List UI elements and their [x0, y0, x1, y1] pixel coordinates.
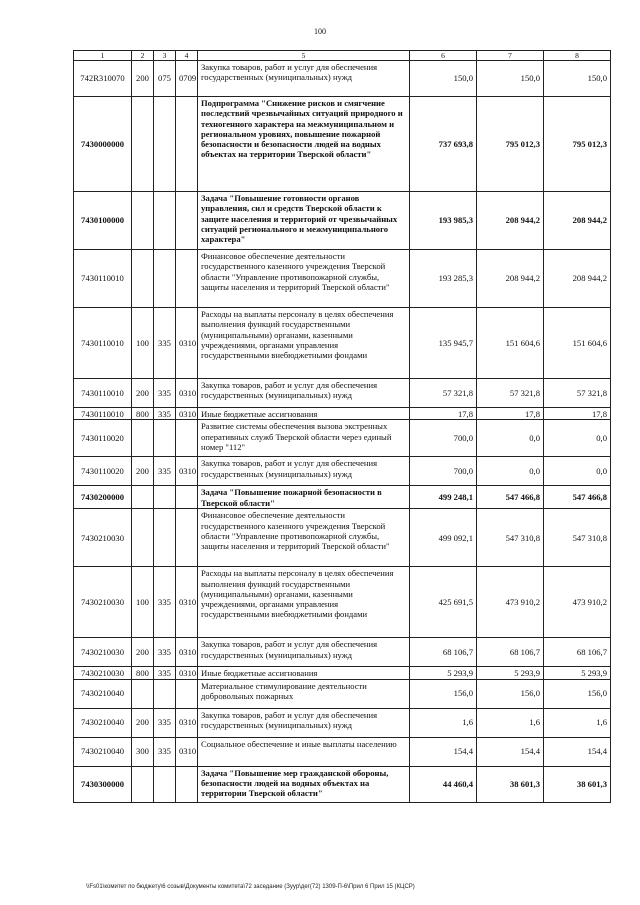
cell-value-8: 547 310,8 — [544, 509, 611, 567]
cell-name: Закупка товаров, работ и услуг для обеспечения государственных (муниципальных) нужд — [198, 379, 410, 408]
header-cell: 6 — [410, 51, 477, 61]
cell-col4 — [176, 250, 198, 308]
header-cell: 1 — [74, 51, 132, 61]
cell-value-8: 154,4 — [544, 737, 611, 766]
cell-col2: 100 — [132, 308, 154, 379]
cell-col3: 335 — [154, 708, 176, 737]
table-row — [74, 61, 611, 97]
cell-value-7: 0,0 — [477, 420, 544, 457]
cell-code: 7430110010 — [74, 408, 132, 420]
cell-value-7: 156,0 — [477, 679, 544, 708]
cell-value-7: 547 310,8 — [477, 509, 544, 567]
cell-value-7: 5 293,9 — [477, 667, 544, 679]
cell-value-6: 44 460,4 — [410, 766, 477, 802]
cell-col4: 0310 — [176, 638, 198, 667]
cell-col3: 335 — [154, 457, 176, 486]
cell-code: 7430110010 — [74, 308, 132, 379]
cell-value-7: 547 466,8 — [477, 486, 544, 509]
cell-value-6: 17,8 — [410, 408, 477, 420]
header-cell: 4 — [176, 51, 198, 61]
table-row — [74, 97, 611, 192]
cell-name: Закупка товаров, работ и услуг для обеспечения государственных (муниципальных) нужд — [198, 61, 410, 97]
cell-name: Финансовое обеспечение деятельности государственного казенного учреждения Тверской области "Управление противопожарной службы, защиты населения и территорий Тверской области" — [198, 250, 410, 308]
cell-col4 — [176, 420, 198, 457]
cell-col4: 0310 — [176, 708, 198, 737]
cell-value-6: 425 691,5 — [410, 567, 477, 638]
cell-col2: 800 — [132, 408, 154, 420]
cell-code: 7430210040 — [74, 708, 132, 737]
table-row — [74, 486, 611, 509]
cell-name: Задача "Повышение готовности органов управления, сил и средств Тверской области к защите населения и территорий от чрезвычайных ситуаций регионального и межмуниципального характера" — [198, 192, 410, 250]
cell-value-8: 5 293,9 — [544, 667, 611, 679]
cell-code: 7430100000 — [74, 192, 132, 250]
cell-value-8: 156,0 — [544, 679, 611, 708]
cell-value-8: 150,0 — [544, 61, 611, 97]
cell-name: Расходы на выплаты персоналу в целях обеспечения выполнения функций государственными (муниципальными) органами, казенными учреждениями, органами управления государственными внебюджетными фондами — [198, 308, 410, 379]
cell-name: Закупка товаров, работ и услуг для обеспечения государственных (муниципальных) нужд — [198, 457, 410, 486]
cell-col4: 0310 — [176, 457, 198, 486]
cell-col2 — [132, 420, 154, 457]
header-cell: 5 — [198, 51, 410, 61]
cell-value-7: 473 910,2 — [477, 567, 544, 638]
cell-value-8: 38 601,3 — [544, 766, 611, 802]
cell-name: Закупка товаров, работ и услуг для обеспечения государственных (муниципальных) нужд — [198, 708, 410, 737]
cell-col4: 0310 — [176, 379, 198, 408]
table-row — [74, 737, 611, 766]
cell-code: 7430210030 — [74, 638, 132, 667]
table-row — [74, 250, 611, 308]
cell-col3 — [154, 192, 176, 250]
cell-col4: 0310 — [176, 567, 198, 638]
cell-value-7: 1,6 — [477, 708, 544, 737]
cell-value-7: 38 601,3 — [477, 766, 544, 802]
cell-col4: 0310 — [176, 667, 198, 679]
cell-value-7: 17,8 — [477, 408, 544, 420]
cell-value-8: 547 466,8 — [544, 486, 611, 509]
cell-col4: 0310 — [176, 408, 198, 420]
cell-col2: 800 — [132, 667, 154, 679]
cell-value-7: 57 321,8 — [477, 379, 544, 408]
cell-col4 — [176, 192, 198, 250]
table-row — [74, 567, 611, 638]
cell-value-8: 68 106,7 — [544, 638, 611, 667]
cell-value-6: 135 945,7 — [410, 308, 477, 379]
cell-name: Подпрограмма "Снижение рисков и смягчение последствий чрезвычайных ситуаций природного и техногенного характера на межмуниципальном и региональном уровнях, повышение пожарной безопасности и безопасности людей на водных объектах на территории Тверской области" — [198, 97, 410, 192]
cell-value-6: 737 693,8 — [410, 97, 477, 192]
cell-value-8: 795 012,3 — [544, 97, 611, 192]
table-row — [74, 766, 611, 802]
cell-value-6: 700,0 — [410, 457, 477, 486]
cell-value-7: 208 944,2 — [477, 250, 544, 308]
cell-col3: 075 — [154, 61, 176, 97]
cell-code: 7430110020 — [74, 457, 132, 486]
cell-name: Развитие системы обеспечения вызова экстренных оперативных служб Тверской области через единый номер "112" — [198, 420, 410, 457]
cell-col2 — [132, 679, 154, 708]
cell-value-7: 208 944,2 — [477, 192, 544, 250]
header-cell: 7 — [477, 51, 544, 61]
cell-col2 — [132, 766, 154, 802]
cell-name: Закупка товаров, работ и услуг для обеспечения государственных (муниципальных) нужд — [198, 638, 410, 667]
cell-value-7: 151 604,6 — [477, 308, 544, 379]
cell-value-6: 154,4 — [410, 737, 477, 766]
cell-col4 — [176, 486, 198, 509]
table-row — [74, 457, 611, 486]
cell-code: 7430210030 — [74, 667, 132, 679]
cell-code: 7430110010 — [74, 379, 132, 408]
header-cell: 2 — [132, 51, 154, 61]
cell-value-6: 193 285,3 — [410, 250, 477, 308]
cell-col4: 0709 — [176, 61, 198, 97]
cell-value-7: 150,0 — [477, 61, 544, 97]
cell-col2 — [132, 97, 154, 192]
header-cell: 8 — [544, 51, 611, 61]
cell-col3 — [154, 509, 176, 567]
cell-value-6: 5 293,9 — [410, 667, 477, 679]
cell-name: Иные бюджетные ассигнования — [198, 667, 410, 679]
cell-value-7: 68 106,7 — [477, 638, 544, 667]
cell-code: 7430110020 — [74, 420, 132, 457]
cell-value-6: 1,6 — [410, 708, 477, 737]
table-row — [74, 667, 611, 679]
cell-value-7: 154,4 — [477, 737, 544, 766]
cell-value-6: 499 248,1 — [410, 486, 477, 509]
cell-value-6: 700,0 — [410, 420, 477, 457]
header-row — [74, 51, 611, 61]
cell-col2 — [132, 250, 154, 308]
cell-name: Расходы на выплаты персоналу в целях обеспечения выполнения функций государственными (муниципальными) органами, казенными учреждениями, органами управления государственными внебюджетными фондами — [198, 567, 410, 638]
cell-name: Задача "Повышение мер гражданской обороны, безопасности людей на водных объектах на территории Тверской области" — [198, 766, 410, 802]
cell-col3 — [154, 250, 176, 308]
cell-code: 7430210040 — [74, 679, 132, 708]
cell-value-8: 0,0 — [544, 420, 611, 457]
cell-code: 7430210030 — [74, 509, 132, 567]
cell-value-8: 151 604,6 — [544, 308, 611, 379]
cell-col3 — [154, 486, 176, 509]
cell-value-6: 193 985,3 — [410, 192, 477, 250]
cell-col4 — [176, 679, 198, 708]
cell-col3: 335 — [154, 379, 176, 408]
cell-col2: 200 — [132, 61, 154, 97]
cell-code: 7430210030 — [74, 567, 132, 638]
cell-name: Материальное стимулирование деятельности добровольных пожарных — [198, 679, 410, 708]
cell-value-8: 57 321,8 — [544, 379, 611, 408]
budget-table — [73, 50, 611, 803]
cell-value-6: 150,0 — [410, 61, 477, 97]
cell-value-6: 156,0 — [410, 679, 477, 708]
cell-col4 — [176, 766, 198, 802]
cell-col2: 200 — [132, 379, 154, 408]
cell-code: 742R310070 — [74, 61, 132, 97]
cell-value-6: 68 106,7 — [410, 638, 477, 667]
cell-value-8: 208 944,2 — [544, 192, 611, 250]
cell-col3 — [154, 766, 176, 802]
cell-col3: 335 — [154, 308, 176, 379]
header-cell: 3 — [154, 51, 176, 61]
cell-name: Иные бюджетные ассигнования — [198, 408, 410, 420]
table-row — [74, 708, 611, 737]
cell-col2: 200 — [132, 638, 154, 667]
table-row — [74, 408, 611, 420]
cell-col3: 335 — [154, 737, 176, 766]
table-row — [74, 509, 611, 567]
cell-name: Финансовое обеспечение деятельности государственного казенного учреждения Тверской области "Управление противопожарной службы, защиты населения и территорий Тверской области" — [198, 509, 410, 567]
cell-value-8: 17,8 — [544, 408, 611, 420]
cell-col2 — [132, 509, 154, 567]
table-row — [74, 192, 611, 250]
cell-value-7: 0,0 — [477, 457, 544, 486]
cell-col2 — [132, 192, 154, 250]
table-body — [74, 51, 611, 803]
cell-col3 — [154, 679, 176, 708]
cell-col2 — [132, 486, 154, 509]
table-row — [74, 420, 611, 457]
cell-code: 7430110010 — [74, 250, 132, 308]
cell-value-8: 1,6 — [544, 708, 611, 737]
cell-col2: 200 — [132, 708, 154, 737]
cell-col3 — [154, 97, 176, 192]
table-row — [74, 679, 611, 708]
cell-value-8: 208 944,2 — [544, 250, 611, 308]
cell-col4: 0310 — [176, 737, 198, 766]
table-row — [74, 308, 611, 379]
page-number: 100 — [314, 27, 326, 36]
cell-code: 7430200000 — [74, 486, 132, 509]
cell-col2: 100 — [132, 567, 154, 638]
file-path-footer: \\Fs01\комитет по бюджету\6 созыв\Документы комитета\72 заседание (Зуур\дег(72) 1309-П-6\Прил 6 Прил 15 (КЦСР) — [86, 884, 415, 890]
cell-col2: 300 — [132, 737, 154, 766]
cell-name: Социальное обеспечение и иные выплаты населению — [198, 737, 410, 766]
cell-col3 — [154, 420, 176, 457]
cell-value-8: 473 910,2 — [544, 567, 611, 638]
table-row — [74, 638, 611, 667]
cell-code: 7430210040 — [74, 737, 132, 766]
cell-value-6: 57 321,8 — [410, 379, 477, 408]
cell-name: Задача "Повышение пожарной безопасности в Тверской области" — [198, 486, 410, 509]
cell-col3: 335 — [154, 638, 176, 667]
table-row — [74, 379, 611, 408]
cell-col4 — [176, 509, 198, 567]
cell-code: 7430300000 — [74, 766, 132, 802]
cell-col3: 335 — [154, 408, 176, 420]
cell-col4: 0310 — [176, 308, 198, 379]
cell-value-6: 499 092,1 — [410, 509, 477, 567]
cell-code: 7430000000 — [74, 97, 132, 192]
cell-col3: 335 — [154, 567, 176, 638]
cell-col3: 335 — [154, 667, 176, 679]
cell-col2: 200 — [132, 457, 154, 486]
cell-value-8: 0,0 — [544, 457, 611, 486]
cell-value-7: 795 012,3 — [477, 97, 544, 192]
cell-col4 — [176, 97, 198, 192]
